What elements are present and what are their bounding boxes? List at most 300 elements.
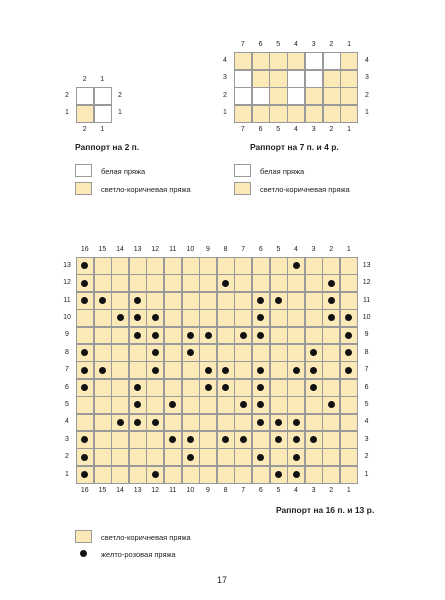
- row-label-right: 3: [364, 435, 369, 443]
- grid-cell: [111, 274, 129, 292]
- stitch-dot: [328, 280, 335, 287]
- grid-cell: [270, 257, 288, 275]
- grid-cell: [252, 431, 270, 449]
- grid-cell: [146, 257, 164, 275]
- grid-cell: [305, 87, 323, 105]
- col-label-top: 1: [100, 76, 105, 83]
- grid-cell: [199, 274, 217, 292]
- grid-cell: [340, 274, 358, 292]
- grid-cell: [76, 396, 94, 414]
- row-label-right: 2: [118, 91, 122, 99]
- grid-cell: [182, 274, 200, 292]
- row-label-right: 9: [364, 331, 369, 339]
- row-label-right: 1: [118, 109, 122, 117]
- row-label-right: 10: [362, 313, 371, 321]
- grid-cell: [234, 292, 252, 310]
- col-label-bottom: 3: [311, 126, 316, 133]
- stitch-dot: [222, 280, 229, 287]
- grid-cell: [252, 105, 270, 123]
- grid-cell: [340, 466, 358, 484]
- col-label-bottom: 6: [258, 487, 263, 495]
- grid-cell: [129, 361, 147, 379]
- grid-cell: [94, 431, 112, 449]
- col-label-bottom: 2: [329, 487, 334, 495]
- grid-cell: [234, 87, 252, 105]
- page-number: 17: [217, 575, 228, 585]
- stitch-dot: [240, 332, 247, 339]
- legend-dot-icon: [80, 550, 87, 557]
- row-label-right: 3: [364, 74, 369, 82]
- col-label-top: 15: [98, 246, 107, 253]
- row-label-right: 4: [364, 418, 369, 426]
- row-label-right: 4: [364, 56, 369, 64]
- grid-cell: [217, 344, 235, 362]
- col-label-top: 1: [346, 246, 351, 253]
- row-label-left: 3: [65, 435, 69, 443]
- grid-cell: [164, 309, 182, 327]
- grid-cell: [287, 327, 305, 345]
- stitch-dot: [293, 471, 300, 478]
- grid-cell: [234, 344, 252, 362]
- stitch-dot: [205, 367, 212, 374]
- grid-cell: [164, 361, 182, 379]
- col-label-top: 10: [186, 246, 195, 253]
- stitch-dot: [205, 332, 212, 339]
- row-label-right: 2: [364, 453, 369, 461]
- stitch-dot: [345, 367, 352, 374]
- grid-cell: [146, 379, 164, 397]
- col-label-top: 12: [151, 246, 160, 253]
- legend-beige-swatch: [234, 182, 251, 195]
- grid-cell: [164, 379, 182, 397]
- grid-cell: [270, 309, 288, 327]
- grid-cell: [270, 361, 288, 379]
- grid-cell: [164, 274, 182, 292]
- grid-cell: [305, 396, 323, 414]
- grid-cell: [270, 379, 288, 397]
- stitch-dot: [81, 280, 88, 287]
- legend-beige-swatch: [75, 530, 92, 543]
- stitch-dot: [222, 367, 229, 374]
- col-label-bottom: 6: [258, 126, 263, 133]
- grid-cell: [323, 70, 341, 88]
- col-label-bottom: 1: [347, 126, 351, 133]
- grid-cell: [322, 431, 340, 449]
- grid-cell: [182, 396, 200, 414]
- stitch-dot: [187, 332, 194, 339]
- stitch-dot: [328, 297, 335, 304]
- grid-cell: [287, 70, 305, 88]
- grid-cell: [234, 361, 252, 379]
- grid-cell: [217, 309, 235, 327]
- grid-cell: [252, 257, 270, 275]
- stitch-dot: [257, 367, 264, 374]
- grid-cell: [111, 327, 129, 345]
- row-label-left: 10: [63, 313, 71, 321]
- grid-cell: [94, 257, 112, 275]
- grid-cell: [111, 344, 129, 362]
- grid-cell: [182, 361, 200, 379]
- grid-cell: [340, 87, 358, 105]
- grid-cell: [322, 257, 340, 275]
- grid-cell: [269, 52, 287, 70]
- grid-cell: [94, 414, 112, 432]
- row-label-left: 3: [223, 74, 227, 82]
- grid-cell: [287, 274, 305, 292]
- col-label-top: 2: [329, 246, 334, 253]
- grid-cell: [287, 87, 305, 105]
- col-label-bottom: 3: [311, 487, 316, 495]
- grid-cell: [323, 87, 341, 105]
- grid-cell: [270, 448, 288, 466]
- stitch-dot: [152, 332, 159, 339]
- grid-cell: [111, 379, 129, 397]
- grid-cell: [305, 70, 323, 88]
- stitch-dot: [293, 436, 300, 443]
- stitch-dot: [152, 471, 159, 478]
- grid-cell: [305, 414, 323, 432]
- legend-beige-label: светло-коричневая пряжа: [260, 185, 350, 194]
- col-label-top: 16: [80, 246, 89, 253]
- col-label-bottom: 9: [206, 487, 210, 495]
- row-label-right: 6: [364, 383, 369, 391]
- grid-cell: [146, 274, 164, 292]
- grid-cell: [234, 466, 252, 484]
- col-label-bottom: 1: [100, 126, 105, 133]
- grid-cell: [164, 466, 182, 484]
- stitch-dot: [275, 297, 282, 304]
- grid-cell: [287, 292, 305, 310]
- grid-cell: [340, 52, 358, 70]
- stitch-dot: [117, 314, 124, 321]
- grid-cell: [199, 396, 217, 414]
- row-label-right: 11: [362, 296, 371, 304]
- col-label-top: 4: [293, 41, 298, 48]
- grid-cell: [234, 105, 252, 123]
- grid-cell: [287, 52, 305, 70]
- grid-cell: [146, 448, 164, 466]
- grid-cell: [94, 448, 112, 466]
- row-label-left: 12: [63, 279, 71, 287]
- grid-cell: [340, 431, 358, 449]
- grid-cell: [252, 52, 270, 70]
- grid-cell: [252, 87, 270, 105]
- grid-cell: [199, 344, 217, 362]
- col-label-bottom: 13: [133, 487, 142, 495]
- row-label-right: 7: [364, 366, 369, 374]
- grid-cell: [287, 344, 305, 362]
- grid-cell: [305, 466, 323, 484]
- stitch-dot: [240, 436, 247, 443]
- grid-cell: [111, 257, 129, 275]
- stitch-dot: [275, 419, 282, 426]
- col-label-bottom: 7: [240, 126, 245, 133]
- col-label-bottom: 1: [346, 487, 351, 495]
- grid-cell: [182, 379, 200, 397]
- grid-cell: [76, 414, 94, 432]
- stitch-dot: [99, 297, 106, 304]
- col-label-bottom: 14: [116, 487, 124, 495]
- col-label-top: 6: [258, 41, 263, 48]
- grid-cell: [94, 466, 112, 484]
- row-label-left: 1: [65, 109, 69, 117]
- grid-cell: [322, 414, 340, 432]
- grid-cell: [199, 431, 217, 449]
- col-label-top: 4: [294, 246, 298, 253]
- grid-cell: [199, 414, 217, 432]
- stitch-dot: [187, 454, 194, 461]
- row-label-left: 6: [65, 383, 69, 391]
- grid-cell: [305, 257, 323, 275]
- row-label-left: 11: [63, 296, 71, 304]
- grid-cell: [340, 448, 358, 466]
- col-label-top: 9: [206, 246, 210, 253]
- grid-cell: [94, 87, 112, 105]
- grid-cell: [234, 257, 252, 275]
- grid-cell: [111, 361, 129, 379]
- grid-cell: [111, 396, 129, 414]
- grid-cell: [305, 327, 323, 345]
- col-label-bottom: 10: [186, 487, 195, 495]
- grid-cell: [234, 414, 252, 432]
- grid-cell: [322, 344, 340, 362]
- grid-cell: [287, 105, 305, 123]
- col-label-top: 8: [223, 246, 228, 253]
- grid-cell: [94, 309, 112, 327]
- row-label-right: 12: [362, 279, 371, 287]
- col-label-bottom: 2: [329, 126, 334, 133]
- col-label-bottom: 2: [82, 126, 87, 133]
- grid-cell: [164, 344, 182, 362]
- grid-cell: [287, 309, 305, 327]
- col-label-bottom: 4: [293, 126, 298, 133]
- grid-cell: [129, 431, 147, 449]
- grid-cell: [217, 396, 235, 414]
- row-label-left: 4: [223, 56, 227, 64]
- row-label-right: 1: [364, 109, 369, 117]
- grid-cell: [252, 274, 270, 292]
- grid-cell: [340, 70, 358, 88]
- col-label-top: 2: [329, 41, 334, 48]
- grid-cell: [340, 257, 358, 275]
- grid-cell: [323, 105, 341, 123]
- grid-cell: [146, 292, 164, 310]
- grid-cell: [340, 414, 358, 432]
- stitch-dot: [99, 367, 106, 374]
- grid-cell: [199, 292, 217, 310]
- grid-cell: [94, 327, 112, 345]
- grid-cell: [111, 466, 129, 484]
- row-label-right: 2: [364, 91, 369, 99]
- grid-cell: [269, 87, 287, 105]
- col-label-bottom: 5: [276, 126, 281, 133]
- grid-cell: [164, 327, 182, 345]
- stitch-dot: [152, 349, 159, 356]
- col-label-top: 3: [311, 246, 316, 253]
- stitch-dot: [152, 367, 159, 374]
- grid-cell: [217, 327, 235, 345]
- col-label-bottom: 12: [151, 487, 160, 495]
- legend-white-label: белая пряжа: [260, 167, 305, 176]
- grid-cell: [217, 292, 235, 310]
- grid-cell: [252, 344, 270, 362]
- legend-beige-label: светло-коричневая пряжа: [101, 533, 191, 542]
- grid-cell: [269, 105, 287, 123]
- grid-cell: [234, 70, 252, 88]
- grid-cell: [199, 466, 217, 484]
- stitch-dot: [275, 471, 282, 478]
- grid-cell: [340, 292, 358, 310]
- grid-cell: [146, 431, 164, 449]
- row-label-right: 8: [364, 348, 369, 356]
- grid-cell: [305, 274, 323, 292]
- stitch-dot: [293, 262, 300, 269]
- grid-cell: [322, 448, 340, 466]
- grid-cell: [234, 379, 252, 397]
- grid-cell: [146, 396, 164, 414]
- grid-cell: [111, 448, 129, 466]
- grid-cell: [234, 448, 252, 466]
- row-label-left: 8: [65, 348, 69, 356]
- grid-cell: [234, 309, 252, 327]
- grid-cell: [94, 105, 112, 123]
- grid-cell: [270, 327, 288, 345]
- col-label-bottom: 15: [98, 487, 107, 495]
- stitch-dot: [293, 367, 300, 374]
- medium-chart-caption: Раппорт на 7 п. и 4 р.: [250, 142, 339, 152]
- grid-cell: [199, 257, 217, 275]
- legend-beige-swatch: [75, 182, 92, 195]
- legend-white-swatch: [75, 164, 92, 177]
- grid-cell: [270, 396, 288, 414]
- col-label-bottom: 5: [276, 487, 281, 495]
- row-label-left: 13: [63, 261, 71, 269]
- stitch-dot: [152, 419, 159, 426]
- grid-cell: [322, 361, 340, 379]
- grid-cell: [234, 52, 252, 70]
- col-label-top: 13: [133, 246, 142, 253]
- grid-cell: [217, 414, 235, 432]
- col-label-top: 2: [82, 76, 87, 83]
- col-label-top: 11: [169, 246, 177, 253]
- stitch-dot: [134, 332, 141, 339]
- grid-cell: [199, 448, 217, 466]
- grid-cell: [199, 309, 217, 327]
- grid-cell: [305, 105, 323, 123]
- grid-cell: [76, 105, 94, 123]
- grid-cell: [129, 257, 147, 275]
- grid-cell: [76, 309, 94, 327]
- row-label-right: 5: [364, 400, 369, 408]
- grid-cell: [322, 379, 340, 397]
- col-label-top: 7: [240, 41, 245, 48]
- stitch-dot: [205, 384, 212, 391]
- col-label-bottom: 8: [223, 487, 228, 495]
- grid-cell: [322, 327, 340, 345]
- col-label-top: 7: [241, 246, 246, 253]
- grid-cell: [129, 448, 147, 466]
- legend-beige-label: светло-коричневая пряжа: [101, 185, 191, 194]
- grid-cell: [252, 70, 270, 88]
- stitch-dot: [81, 454, 88, 461]
- stitch-dot: [257, 454, 264, 461]
- row-label-left: 5: [65, 400, 69, 408]
- col-label-top: 14: [116, 246, 124, 253]
- grid-cell: [76, 87, 94, 105]
- grid-cell: [182, 292, 200, 310]
- grid-cell: [164, 414, 182, 432]
- grid-cell: [164, 292, 182, 310]
- grid-cell: [94, 396, 112, 414]
- col-label-bottom: 7: [241, 487, 246, 495]
- stitch-dot: [310, 367, 317, 374]
- grid-cell: [323, 52, 341, 70]
- row-label-left: 2: [65, 453, 69, 461]
- grid-cell: [305, 448, 323, 466]
- col-label-top: 1: [347, 41, 351, 48]
- row-label-left: 1: [223, 109, 227, 117]
- grid-cell: [340, 379, 358, 397]
- grid-cell: [287, 396, 305, 414]
- stitch-dot: [117, 419, 124, 426]
- grid-cell: [270, 274, 288, 292]
- grid-cell: [164, 257, 182, 275]
- grid-cell: [340, 105, 358, 123]
- grid-cell: [305, 292, 323, 310]
- grid-cell: [76, 327, 94, 345]
- grid-cell: [234, 274, 252, 292]
- legend-dot-label: желто-розовая пряжа: [101, 550, 176, 559]
- legend-white-swatch: [234, 164, 251, 177]
- row-label-right: 13: [362, 261, 371, 269]
- row-label-left: 4: [65, 418, 69, 426]
- grid-cell: [287, 379, 305, 397]
- grid-cell: [129, 274, 147, 292]
- col-label-bottom: 16: [80, 487, 89, 495]
- col-label-top: 3: [311, 41, 316, 48]
- grid-cell: [94, 344, 112, 362]
- stitch-dot: [293, 454, 300, 461]
- grid-cell: [94, 379, 112, 397]
- stitch-dot: [293, 419, 300, 426]
- grid-cell: [111, 292, 129, 310]
- row-label-left: 1: [65, 470, 69, 478]
- row-label-right: 1: [364, 470, 369, 478]
- grid-cell: [252, 466, 270, 484]
- grid-cell: [217, 257, 235, 275]
- large-chart-caption: Раппорт на 16 п. и 13 р.: [276, 505, 375, 515]
- row-label-left: 2: [65, 91, 69, 99]
- grid-cell: [182, 466, 200, 484]
- legend-white-label: белая пряжа: [101, 167, 146, 176]
- stitch-dot: [81, 367, 88, 374]
- grid-cell: [340, 396, 358, 414]
- col-label-bottom: 11: [169, 487, 177, 495]
- stitch-dot: [134, 419, 141, 426]
- grid-cell: [129, 466, 147, 484]
- row-label-left: 9: [65, 331, 69, 339]
- row-label-left: 2: [223, 91, 227, 99]
- row-label-left: 7: [65, 366, 69, 374]
- col-label-top: 6: [258, 246, 263, 253]
- col-label-top: 5: [276, 246, 281, 253]
- grid-cell: [305, 309, 323, 327]
- grid-cell: [111, 431, 129, 449]
- col-label-bottom: 4: [294, 487, 298, 495]
- col-label-top: 5: [276, 41, 281, 48]
- grid-cell: [164, 448, 182, 466]
- grid-cell: [182, 309, 200, 327]
